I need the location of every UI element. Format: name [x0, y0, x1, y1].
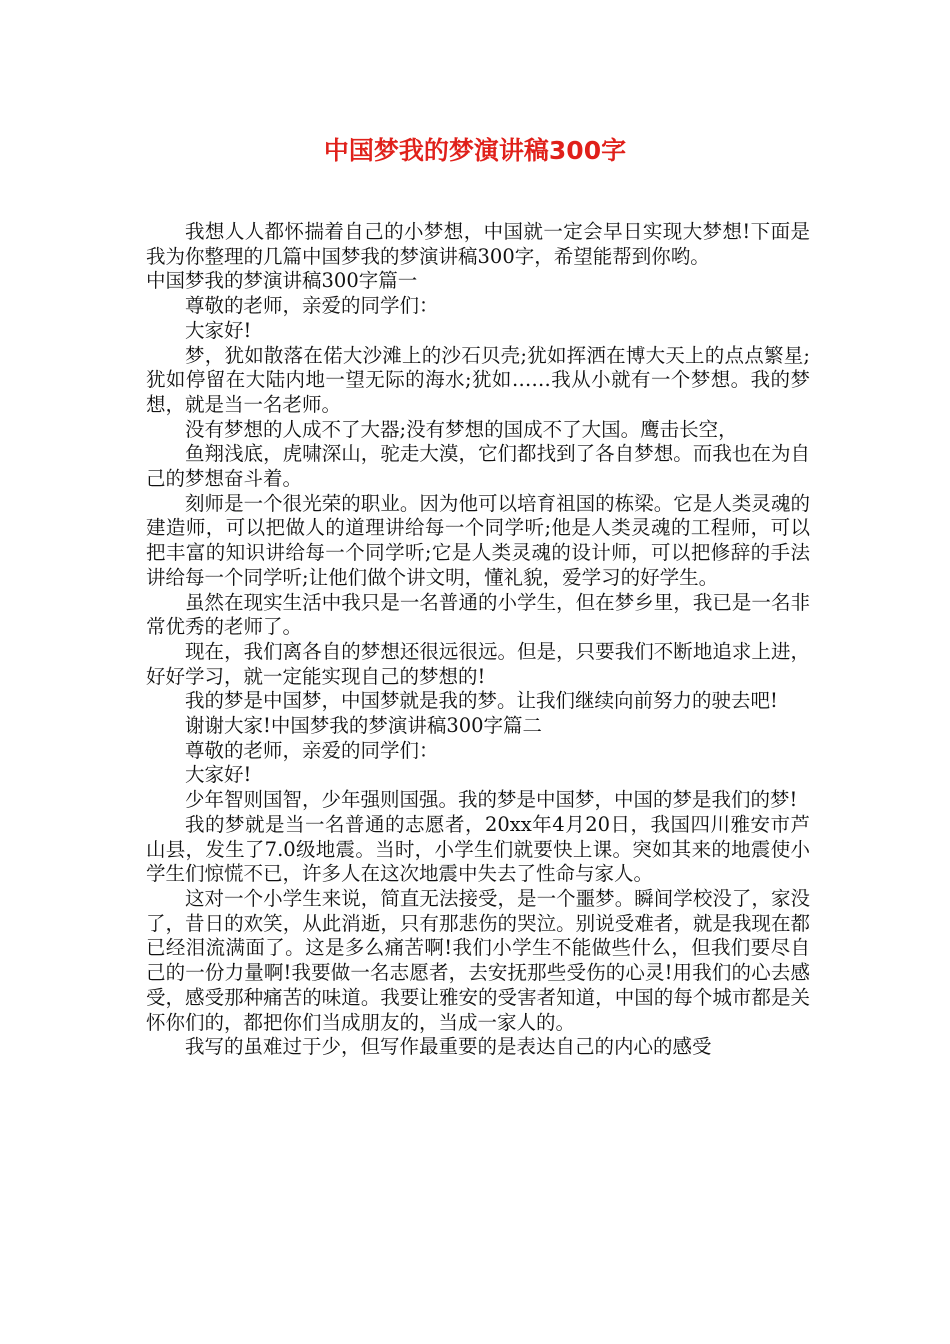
- paragraph: 大家好!: [185, 318, 252, 342]
- paragraph: 我的梦是中国梦，中国梦就是我的梦。让我们继续向前努力的驶去吧!: [185, 689, 778, 713]
- paragraph: 梦，犹如散落在偌大沙滩上的沙石贝壳;犹如挥洒在博大天上的点点繁星;犹如停留在大陆内地一望无际的海水;犹如……我从小就有一个梦想。我的梦想，就是当一名老师。: [146, 343, 810, 416]
- document-title: 中国梦我的梦演讲稿300字: [323, 136, 627, 165]
- paragraph: 我想人人都怀揣着自己的小梦想，中国就一定会早日实现大梦想!下面是我为你整理的几篇中国梦我的梦演讲稿300字，希望能帮到你哟。: [146, 220, 810, 268]
- paragraph: 这对一个小学生来说，简直无法接受，是一个噩梦。瞬间学校没了，家没了，昔日的欢笑，从此消逝，只有那悲伤的哭泣。别说受难者，就是我现在都已经泪流满面了。这是多么痛苦啊!我们小学生不能做些什么，但我们要尽自己的一份力量啊!我要做一名志愿者，去安抚那些受伤的心灵!用我们的心去感受，感受那种痛苦的味道。我要让雅安的受害者知道，中国的每个城市都是关怀你们的，都把你们当成朋友的，当成一家人的。: [146, 886, 810, 1034]
- paragraph: 我写的虽难过于少，但写作最重要的是表达自己的内心的感受: [185, 1035, 712, 1059]
- paragraph: 尊敬的老师，亲爱的同学们：: [185, 738, 439, 762]
- paragraph: 现在，我们离各自的梦想还很远很远。但是，只要我们不断地追求上进，好好学习，就一定能实现自己的梦想的!: [146, 639, 810, 688]
- paragraph: 我的梦就是当一名普通的志愿者，20xx年4月20日，我国四川雅安市芦山县，发生了7.0级地震。当时，小学生们就要快上课。突如其来的地震使小学生们惊慌不已，许多人在这次地震中失去了性命与家人。: [146, 812, 810, 886]
- paragraph: 大家好!: [185, 763, 252, 787]
- paragraph: 中国梦我的梦演讲稿300字篇一: [146, 269, 418, 293]
- paragraph: 鱼翔浅底，虎啸深山，驼走大漠，它们都找到了各自梦想。而我也在为自己的梦想奋斗着。: [146, 442, 810, 491]
- paragraph: 刻师是一个很光荣的职业。因为他可以培育祖国的栋梁。它是人类灵魂的建造师，可以把做人的道理讲给每一个同学听;他是人类灵魂的工程师，可以把丰富的知识讲给每一个同学听;它是人类灵魂的设计师，可以把修辞的手法讲给每一个同学听;让他们做个讲文明，懂礼貌，爱学习的好学生。: [146, 491, 810, 589]
- document-body: [146, 220, 810, 1060]
- paragraph: 尊敬的老师，亲爱的同学们：: [185, 294, 439, 318]
- paragraph: 少年智则国智，少年强则国强。我的梦是中国梦，中国的梦是我们的梦!: [185, 788, 798, 812]
- paragraph: 虽然在现实生活中我只是一名普通的小学生，但在梦乡里，我已是一名非常优秀的老师了。: [146, 590, 810, 639]
- paragraph: 没有梦想的人成不了大器;没有梦想的国成不了大国。鹰击长空，: [185, 417, 738, 441]
- paragraph: 谢谢大家!中国梦我的梦演讲稿300字篇二: [185, 714, 543, 738]
